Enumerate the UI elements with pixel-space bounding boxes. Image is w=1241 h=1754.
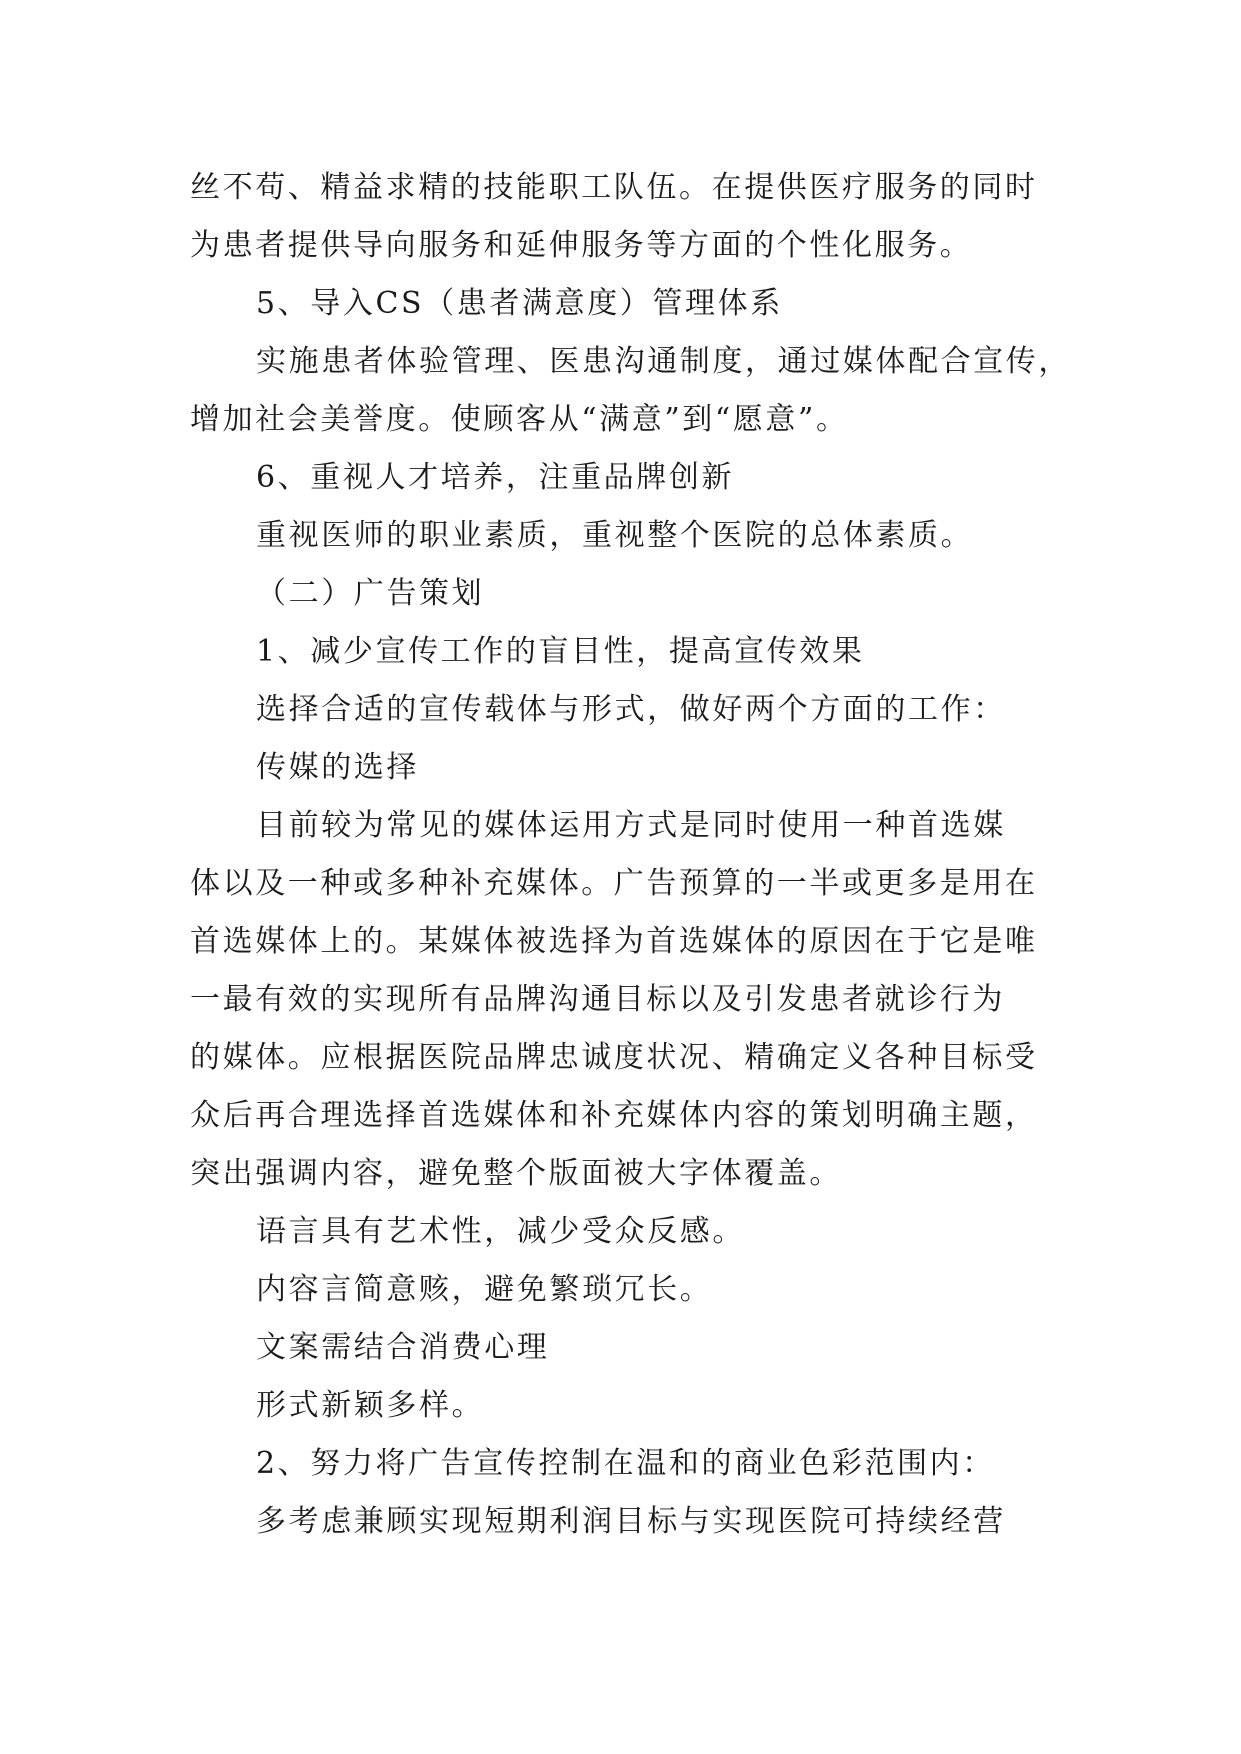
- text-line: 为患者提供导向服务和延伸服务等方面的个性化服务。: [190, 228, 973, 263]
- text-line: 首选媒体上的。某媒体被选择为首选媒体的原因在于它是唯: [190, 924, 1038, 959]
- text-line: 突出强调内容，避免整个版面被大字体覆盖。: [190, 1156, 842, 1191]
- text-line: 内容言简意赅，避免繁琐冗长。: [256, 1272, 713, 1307]
- text-line: 的媒体。应根据医院品牌忠诚度状况、精确定义各种目标受: [190, 1040, 1038, 1075]
- text-line: 丝不苟、精益求精的技能职工队伍。在提供医疗服务的同时: [190, 170, 1038, 205]
- text-line: 一最有效的实现所有品牌沟通目标以及引发患者就诊行为: [190, 982, 1005, 1017]
- text-line: 多考虑兼顾实现短期利润目标与实现医院可持续经营: [256, 1504, 1006, 1539]
- text-line: 语言具有艺术性，减少受众反感。: [256, 1214, 745, 1249]
- text-line: 体以及一种或多种补充媒体。广告预算的一半或更多是用在: [190, 866, 1038, 901]
- text-line: 目前较为常见的媒体运用方式是同时使用一种首选媒: [256, 808, 1006, 843]
- section-heading: 2、努力将广告宣传控制在温和的商业色彩范围内：: [256, 1446, 995, 1481]
- text-line: 众后再合理选择首选媒体和补充媒体内容的策划明确主题，: [190, 1098, 1038, 1133]
- text-line: 重视医师的职业素质，重视整个医院的总体素质。: [256, 518, 974, 553]
- section-heading: （二）广告策划: [256, 576, 485, 611]
- text-line: 实施患者体验管理、医患沟通制度，通过媒体配合宣传，: [256, 344, 1071, 379]
- text-line: 文案需结合消费心理: [256, 1330, 550, 1365]
- text-line: 传媒的选择: [256, 750, 419, 785]
- section-heading: 1、减少宣传工作的盲目性，提高宣传效果: [256, 634, 865, 669]
- section-heading: 5、导入CS（患者满意度）管理体系: [256, 286, 783, 321]
- section-heading: 6、重视人才培养，注重品牌创新: [256, 460, 735, 495]
- text-line: 选择合适的宣传载体与形式，做好两个方面的工作：: [256, 692, 1006, 727]
- text-line: 形式新颖多样。: [256, 1388, 485, 1423]
- text-line: 增加社会美誉度。使顾客从“满意”到“愿意”。: [190, 402, 849, 437]
